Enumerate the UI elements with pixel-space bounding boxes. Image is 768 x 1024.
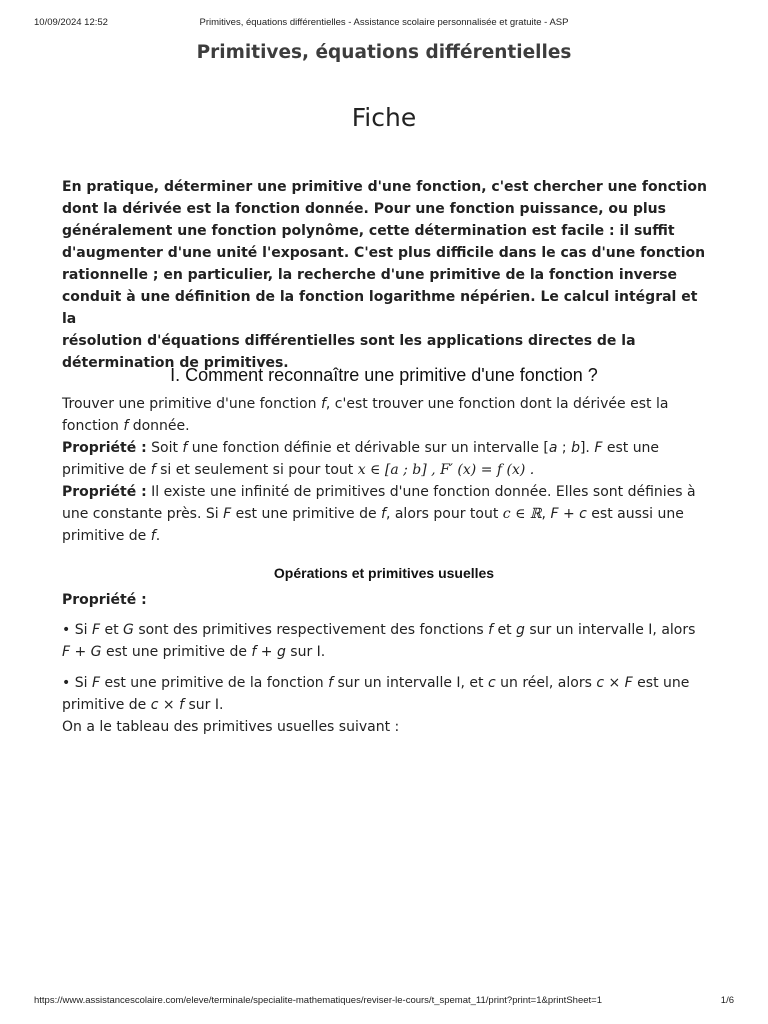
var-G: G <box>123 622 134 638</box>
var-f: f <box>123 418 129 434</box>
text: sur un intervalle I, alors <box>524 622 696 638</box>
var-F: F <box>223 506 232 522</box>
text: sur I. <box>184 697 224 713</box>
text: Il existe une infinité de primitives d'une fonction donnée. Elles sont définies à <box>146 484 696 500</box>
property-2-line <box>62 481 712 503</box>
bullet-line <box>62 641 712 663</box>
text: ]. <box>579 440 595 456</box>
property-label: Propriété : <box>62 440 147 456</box>
var-f: f <box>182 440 188 456</box>
var-c: c <box>487 675 496 691</box>
var-F: F <box>91 675 100 691</box>
var-F: F <box>594 440 603 456</box>
subsection-heading: Opérations et primitives usuelles <box>273 565 495 581</box>
intro-line: En pratique, déterminer une primitive d'une fonction, c'est chercher une fonction <box>62 179 707 195</box>
expr-c-times-F: c × F <box>596 675 633 691</box>
section2-property-label <box>62 589 712 611</box>
text: Soit <box>146 440 183 456</box>
definition-line <box>62 415 712 437</box>
text: primitive de <box>62 462 151 478</box>
bullet-item-scalar <box>62 672 712 738</box>
text: est une primitive de <box>101 644 252 660</box>
property-1-line <box>62 437 712 459</box>
text: est une primitive de la fonction <box>100 675 329 691</box>
text: donnée. <box>128 418 190 434</box>
text: une fonction définie et dérivable sur un intervalle [ <box>187 440 549 456</box>
text: si et seulement si pour tout <box>155 462 358 478</box>
print-url: https://www.assistancescolaire.com/eleve/terminale/specialite-mathematiques/reviser-le-cours/t_spemat_11/print?print=1&printSheet=1 <box>34 995 602 1006</box>
text: et <box>100 622 124 638</box>
var-g: g <box>516 622 525 638</box>
text: sont des primitives respectivement des fonctions <box>133 622 489 638</box>
intro-paragraph <box>62 176 712 374</box>
section-heading: I. Comment reconnaître une primitive d'une fonction ? <box>170 365 598 385</box>
text: primitive de <box>62 697 151 713</box>
text: est une primitive de <box>231 506 382 522</box>
property-label: Propriété : <box>62 592 147 608</box>
text: primitive de <box>62 528 151 544</box>
text: une constante près. Si <box>62 506 224 522</box>
intro-line: dont la dérivée est la fonction donnée. Pour une fonction puissance, ou plus <box>62 201 666 217</box>
page-number: 1/6 <box>720 995 734 1006</box>
var-f: f <box>150 528 156 544</box>
var-F: F <box>91 622 100 638</box>
var-f: f <box>320 396 326 412</box>
intro-line: rationnelle ; en particulier, la recherche d'une primitive de la fonction inverse <box>62 267 678 283</box>
property-2-line <box>62 503 712 525</box>
intro-line: détermination de primitives. <box>62 355 289 371</box>
expr-F-plus-c: F + c <box>550 506 587 522</box>
text: un réel, alors <box>495 675 597 691</box>
expr-f-plus-g: f + g <box>251 644 286 660</box>
sheet-title: Fiche <box>351 103 417 132</box>
section1-body <box>62 393 712 547</box>
text: , <box>541 506 551 522</box>
property-2-line <box>62 525 712 547</box>
property-label: Propriété : <box>62 484 147 500</box>
print-header <box>34 17 734 29</box>
text: sur un intervalle I, et <box>333 675 488 691</box>
var-f: f <box>488 622 494 638</box>
math-x-in-interval: x ∈ [a ; b] , <box>357 462 436 478</box>
definition-line <box>62 393 712 415</box>
print-datetime: 10/09/2024 12:52 <box>34 17 108 28</box>
page-title: Primitives, équations différentielles <box>196 42 572 63</box>
text: est aussi une <box>586 506 684 522</box>
expr-c-times-f: c × f <box>150 697 185 713</box>
text: . <box>155 528 161 544</box>
bullet-line <box>62 619 712 641</box>
var-f: f <box>381 506 386 522</box>
bullet-item-sum <box>62 619 712 663</box>
text: fonction <box>62 418 124 434</box>
text: • Si <box>62 622 92 638</box>
intro-line: d'augmenter d'une unité l'exposant. C'est plus difficile dans le cas d'une fonction <box>62 245 706 261</box>
math-derivative-equation: F′ (x) = f (x) . <box>440 462 535 478</box>
var-b: b <box>571 440 580 456</box>
text: • Si <box>62 675 92 691</box>
var-f: f <box>150 462 156 478</box>
property-1-line <box>62 459 712 481</box>
intro-line: résolution d'équations différentielles sont les applications directes de la <box>62 333 636 349</box>
text: ; <box>557 440 572 456</box>
text: Trouver une primitive d'une fonction <box>62 396 321 412</box>
text: sur I. <box>285 644 326 660</box>
intro-line: conduit à une définition de la fonction logarithme népérien. Le calcul intégral et la <box>62 289 698 327</box>
text: est une <box>632 675 690 691</box>
intro-line: généralement une fonction polynôme, cette détermination est facile : il suffit <box>62 223 675 239</box>
text: et <box>493 622 517 638</box>
bullet-line <box>62 672 712 694</box>
expr-F-plus-G: F + G <box>62 644 102 660</box>
math-c-in-reals: c ∈ ℝ <box>502 506 542 522</box>
bullet-line <box>62 694 712 716</box>
text: est une <box>602 440 660 456</box>
text: , alors pour tout <box>385 506 503 522</box>
var-a: a <box>548 440 558 456</box>
print-page-title: Primitives, équations différentielles - Assistance scolaire personnalisée et gratuite - ASP <box>199 17 569 28</box>
text: , c'est trouver une fonction dont la dérivée est la <box>325 396 669 412</box>
var-f: f <box>328 675 334 691</box>
table-intro: On a le tableau des primitives usuelles suivant : <box>62 719 400 735</box>
print-footer <box>34 995 734 1007</box>
